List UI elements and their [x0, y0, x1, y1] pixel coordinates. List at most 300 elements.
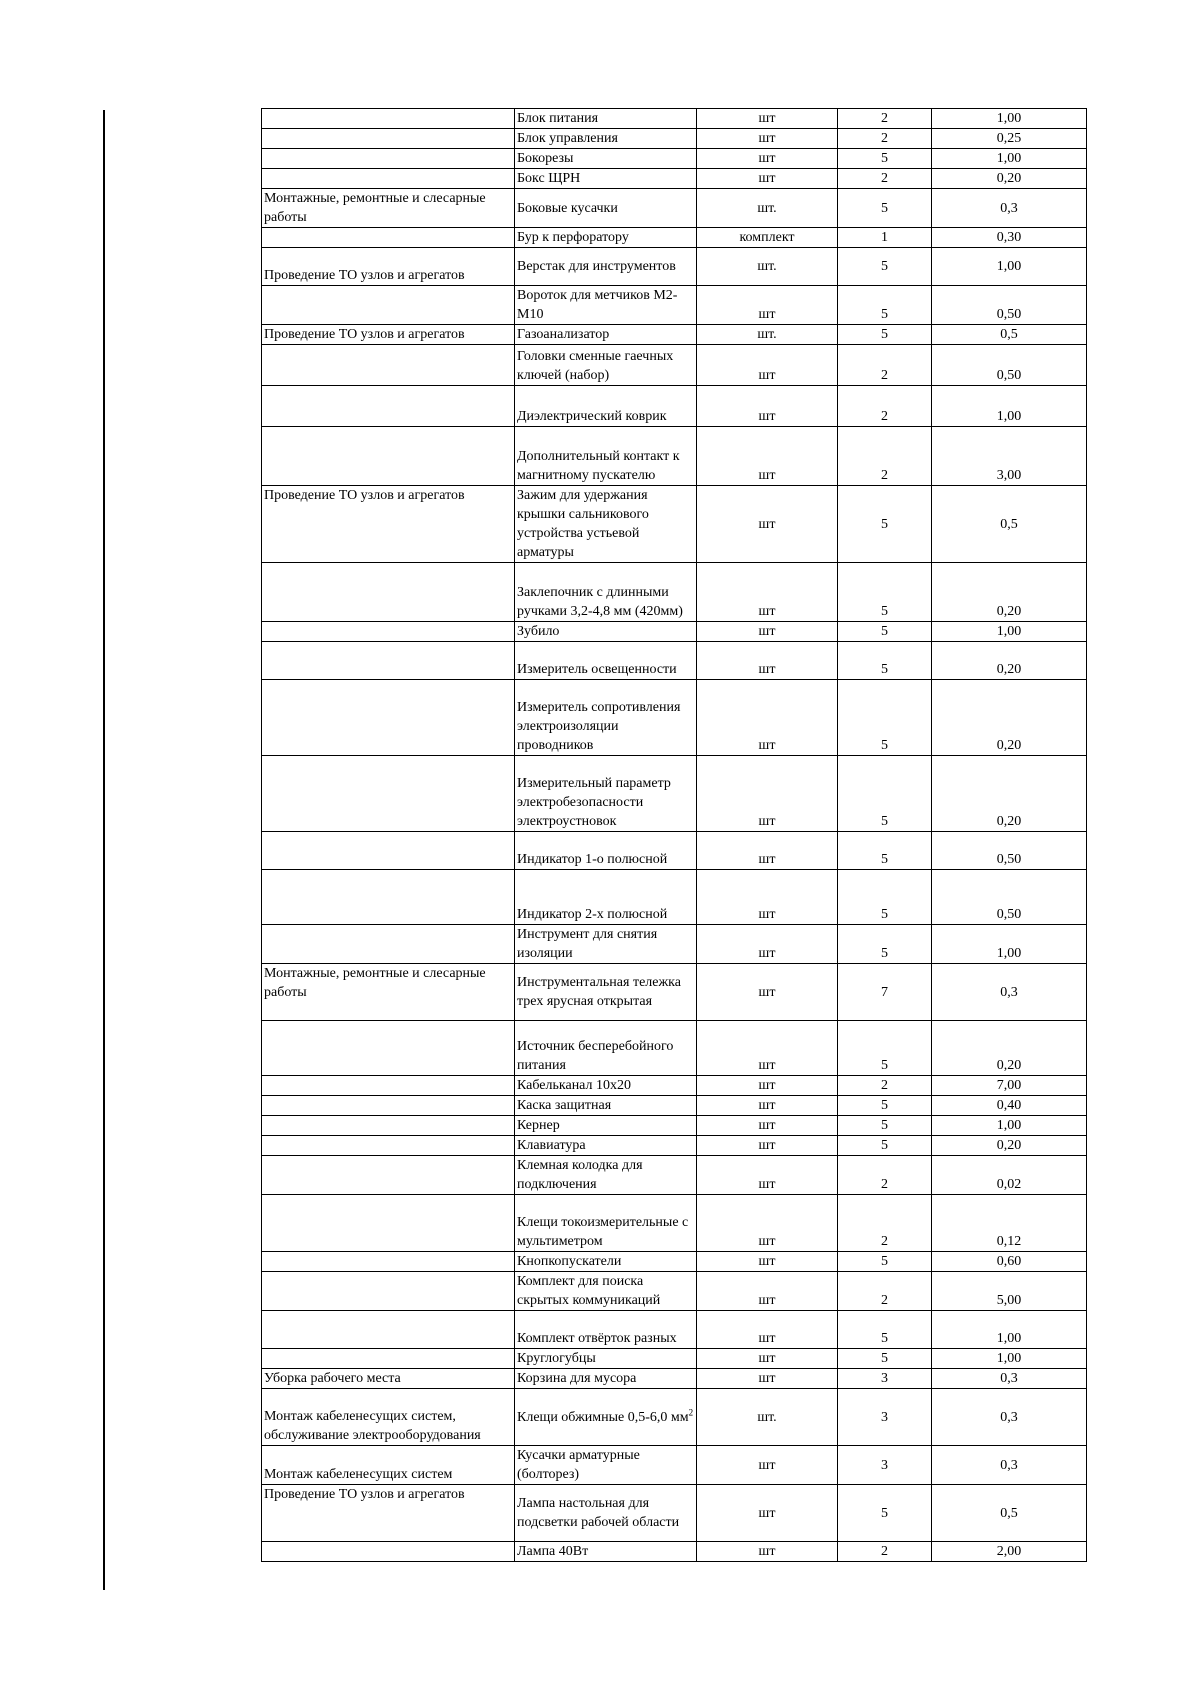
- item-name-text: Инструмент для снятия изоляции: [517, 927, 658, 961]
- norm-cell: [932, 1252, 1087, 1272]
- unit-text: шт: [758, 624, 776, 639]
- norm-text: 0,40: [996, 1098, 1022, 1113]
- norm-cell: [932, 870, 1087, 925]
- unit-text: шт: [758, 307, 776, 322]
- work-type-text: Проведение ТО узлов и агрегатов: [264, 327, 465, 342]
- work-type-cell: [262, 622, 515, 642]
- unit-cell: [697, 1096, 838, 1116]
- item-name-text: Бокорезы: [517, 151, 574, 166]
- norm-text: 7,00: [996, 1078, 1022, 1093]
- work-type-cell: [262, 1096, 515, 1116]
- norm-cell: [932, 1021, 1087, 1076]
- quantity-text: 5: [881, 1058, 888, 1073]
- item-name-cell: [515, 1369, 697, 1389]
- norm-text: 0,5: [1000, 516, 1018, 532]
- quantity-text: 5: [881, 1254, 888, 1269]
- unit-text: шт: [758, 907, 776, 922]
- quantity-text: 5: [881, 946, 888, 961]
- item-name-text: Клещи обжимные 0,5-6,0 мм: [517, 1409, 689, 1425]
- table-row: [262, 169, 1087, 189]
- unit-text: шт: [758, 111, 776, 126]
- unit-text: шт: [758, 1138, 776, 1153]
- norm-cell: [932, 286, 1087, 325]
- quantity-cell: [838, 1485, 932, 1542]
- norm-text: 0,20: [996, 1138, 1022, 1153]
- table-row: [262, 1485, 1087, 1542]
- unit-cell: [697, 325, 838, 345]
- item-name-cell: [515, 680, 697, 756]
- work-type-cell: [262, 427, 515, 486]
- norm-text: 0,20: [996, 662, 1022, 677]
- item-name-cell: [515, 1252, 697, 1272]
- quantity-text: 2: [881, 1177, 888, 1192]
- quantity-cell: [838, 680, 932, 756]
- unit-cell: [697, 680, 838, 756]
- unit-text: шт.: [757, 327, 777, 342]
- quantity-text: 5: [881, 307, 888, 322]
- table-row: [262, 1311, 1087, 1349]
- unit-cell: [697, 1311, 838, 1349]
- norm-cell: [932, 149, 1087, 169]
- item-name-cell: [515, 870, 697, 925]
- norm-text: 0,20: [996, 171, 1022, 186]
- unit-text: шт: [758, 1177, 776, 1192]
- table-row: [262, 1542, 1087, 1562]
- work-type-cell: [262, 248, 515, 286]
- unit-cell: [697, 169, 838, 189]
- item-name-text: Источник бесперебойного питания: [517, 1039, 674, 1073]
- item-name-cell: [515, 1389, 697, 1446]
- work-type-cell: [262, 345, 515, 386]
- unit-cell: [697, 248, 838, 286]
- item-name-text: Инструментальная тележка трех ярусная открытая: [517, 975, 681, 1009]
- work-type-cell: [262, 228, 515, 248]
- norm-cell: [932, 386, 1087, 427]
- unit-text: шт: [758, 1254, 776, 1269]
- item-name-cell: [515, 228, 697, 248]
- unit-text: шт: [758, 1098, 776, 1113]
- unit-text: шт: [758, 1118, 776, 1133]
- norm-text: 0,3: [1000, 1409, 1018, 1425]
- work-type-cell: [262, 325, 515, 345]
- unit-text: шт: [758, 1234, 776, 1249]
- quantity-text: 2: [881, 409, 888, 424]
- unit-text: шт.: [757, 1409, 777, 1425]
- unit-cell: [697, 1116, 838, 1136]
- work-type-cell: [262, 1349, 515, 1369]
- unit-cell: [697, 1389, 838, 1446]
- quantity-text: 5: [881, 1098, 888, 1113]
- item-name-cell: [515, 1116, 697, 1136]
- item-name-text: Комплект отвёрток разных: [517, 1331, 677, 1346]
- norm-cell: [932, 427, 1087, 486]
- unit-cell: [697, 832, 838, 870]
- work-type-cell: [262, 1369, 515, 1389]
- item-name-text: Блок питания: [517, 111, 599, 126]
- work-type-cell: [262, 1156, 515, 1195]
- table-row: [262, 386, 1087, 427]
- equipment-table-body: [262, 109, 1087, 1562]
- table-row: [262, 1252, 1087, 1272]
- work-type-cell: [262, 286, 515, 325]
- unit-cell: [697, 345, 838, 386]
- work-type-cell: [262, 563, 515, 622]
- item-name-text: Кусачки арматурные (болторез): [517, 1448, 640, 1482]
- norm-text: 0,20: [996, 1058, 1022, 1073]
- norm-text: 1,00: [996, 259, 1022, 274]
- work-type-text: Уборка рабочего места: [264, 1371, 401, 1386]
- table-row: [262, 1349, 1087, 1369]
- item-name-cell: [515, 622, 697, 642]
- item-name-cell: [515, 1272, 697, 1311]
- table-row: [262, 189, 1087, 228]
- table-row: [262, 642, 1087, 680]
- table-row: [262, 286, 1087, 325]
- quantity-text: 3: [881, 1371, 888, 1386]
- work-type-cell: [262, 925, 515, 964]
- unit-text: шт: [758, 1058, 776, 1073]
- item-name-cell: [515, 427, 697, 486]
- norm-cell: [932, 1349, 1087, 1369]
- unit-cell: [697, 129, 838, 149]
- item-name-cell: [515, 1096, 697, 1116]
- table-row: [262, 248, 1087, 286]
- norm-cell: [932, 1156, 1087, 1195]
- equipment-table: [261, 108, 1087, 1562]
- unit-cell: [697, 1542, 838, 1562]
- quantity-cell: [838, 1156, 932, 1195]
- norm-text: 0,50: [996, 368, 1022, 383]
- norm-cell: [932, 680, 1087, 756]
- work-type-cell: [262, 1485, 515, 1542]
- quantity-cell: [838, 756, 932, 832]
- quantity-text: 5: [881, 624, 888, 639]
- quantity-cell: [838, 286, 932, 325]
- table-row: [262, 1116, 1087, 1136]
- unit-cell: [697, 1252, 838, 1272]
- quantity-cell: [838, 964, 932, 1021]
- item-name-cell: [515, 345, 697, 386]
- work-type-text: Монтажные, ремонтные и слесарные работы: [264, 966, 486, 1000]
- table-row: [262, 1369, 1087, 1389]
- quantity-text: 5: [881, 738, 888, 753]
- quantity-cell: [838, 149, 932, 169]
- norm-cell: [932, 109, 1087, 129]
- unit-cell: [697, 1349, 838, 1369]
- unit-text: шт: [758, 1351, 776, 1366]
- item-name-text: Каска защитная: [517, 1098, 612, 1113]
- norm-cell: [932, 563, 1087, 622]
- unit-cell: [697, 622, 838, 642]
- item-name-cell: [515, 1021, 697, 1076]
- norm-text: 1,00: [996, 624, 1022, 639]
- unit-text: шт: [758, 1293, 776, 1308]
- work-type-cell: [262, 1272, 515, 1311]
- quantity-cell: [838, 386, 932, 427]
- unit-cell: [697, 1446, 838, 1485]
- table-row: [262, 925, 1087, 964]
- quantity-cell: [838, 642, 932, 680]
- norm-text: 0,5: [1000, 327, 1018, 342]
- quantity-cell: [838, 169, 932, 189]
- unit-text: шт: [758, 1371, 776, 1386]
- quantity-cell: [838, 109, 932, 129]
- item-name-cell: [515, 129, 697, 149]
- norm-cell: [932, 169, 1087, 189]
- item-name-text: Зубило: [517, 624, 560, 639]
- unit-text: шт: [758, 151, 776, 166]
- norm-cell: [932, 642, 1087, 680]
- quantity-cell: [838, 325, 932, 345]
- work-type-cell: [262, 1446, 515, 1485]
- quantity-text: 3: [881, 1409, 888, 1425]
- quantity-text: 5: [881, 1331, 888, 1346]
- table-row: [262, 325, 1087, 345]
- norm-text: 0,25: [996, 131, 1022, 146]
- unit-cell: [697, 1136, 838, 1156]
- unit-text: комплект: [739, 230, 795, 245]
- unit-text: шт: [758, 516, 776, 532]
- quantity-cell: [838, 189, 932, 228]
- item-name-text: Заклепочник с длинными ручками 3,2-4,8 мм (420мм): [517, 585, 683, 619]
- norm-cell: [932, 486, 1087, 563]
- unit-text: шт.: [757, 200, 777, 216]
- norm-cell: [932, 925, 1087, 964]
- item-name-cell: [515, 325, 697, 345]
- unit-text: шт: [758, 1544, 776, 1559]
- item-name-cell: [515, 189, 697, 228]
- item-name-text: Лампа 40Вт: [517, 1544, 589, 1559]
- unit-text: шт.: [757, 259, 777, 274]
- quantity-cell: [838, 622, 932, 642]
- unit-text: шт: [758, 368, 776, 383]
- work-type-cell: [262, 1195, 515, 1252]
- work-type-text: Монтажные, ремонтные и слесарные работы: [264, 191, 486, 225]
- unit-cell: [697, 925, 838, 964]
- norm-cell: [932, 1389, 1087, 1446]
- norm-text: 1,00: [996, 1351, 1022, 1366]
- quantity-text: 5: [881, 907, 888, 922]
- work-type-cell: [262, 1542, 515, 1562]
- item-name-cell: [515, 1311, 697, 1349]
- unit-cell: [697, 1485, 838, 1542]
- unit-text: шт: [758, 946, 776, 961]
- quantity-text: 2: [881, 368, 888, 383]
- unit-cell: [697, 1021, 838, 1076]
- norm-text: 1,00: [996, 111, 1022, 126]
- unit-text: шт: [758, 409, 776, 424]
- quantity-text: 2: [881, 1078, 888, 1093]
- margin-rule: [103, 110, 105, 1590]
- quantity-cell: [838, 870, 932, 925]
- norm-text: 0,3: [1000, 200, 1018, 216]
- norm-cell: [932, 248, 1087, 286]
- unit-cell: [697, 149, 838, 169]
- quantity-text: 3: [881, 1457, 888, 1473]
- item-name-text: Комплект для поиска скрытых коммуникаций: [517, 1274, 661, 1308]
- item-name-text: Измеритель освещенности: [517, 662, 677, 677]
- quantity-text: 2: [881, 1234, 888, 1249]
- quantity-cell: [838, 1116, 932, 1136]
- work-type-text: Проведение ТО узлов и агрегатов: [264, 268, 465, 283]
- item-name-text: Бур к перфоратору: [517, 230, 629, 245]
- quantity-text: 2: [881, 1544, 888, 1559]
- quantity-cell: [838, 1369, 932, 1389]
- quantity-cell: [838, 1389, 932, 1446]
- item-name-cell: [515, 109, 697, 129]
- item-name-cell: [515, 486, 697, 563]
- work-type-cell: [262, 1076, 515, 1096]
- work-type-cell: [262, 129, 515, 149]
- work-type-cell: [262, 1021, 515, 1076]
- norm-cell: [932, 228, 1087, 248]
- item-name-text: Головки сменные гаечных ключей (набор): [517, 349, 674, 383]
- work-type-cell: [262, 109, 515, 129]
- quantity-cell: [838, 1195, 932, 1252]
- item-name-text: Боковые кусачки: [517, 200, 618, 216]
- item-name-text: Газоанализатор: [517, 327, 610, 342]
- quantity-text: 2: [881, 468, 888, 483]
- quantity-cell: [838, 1446, 932, 1485]
- table-row: [262, 756, 1087, 832]
- item-name-text: Измерительный параметр электробезопасности электроустновок: [517, 776, 671, 829]
- norm-text: 0,12: [996, 1234, 1022, 1249]
- unit-text: шт: [758, 852, 776, 867]
- quantity-text: 5: [881, 662, 888, 677]
- table-row: [262, 149, 1087, 169]
- unit-text: шт: [758, 604, 776, 619]
- unit-cell: [697, 109, 838, 129]
- work-type-cell: [262, 386, 515, 427]
- unit-text: шт: [758, 131, 776, 146]
- quantity-cell: [838, 345, 932, 386]
- item-name-text: Индикатор 1-о полюсной: [517, 852, 668, 867]
- norm-cell: [932, 325, 1087, 345]
- item-name-cell: [515, 149, 697, 169]
- norm-text: 0,60: [996, 1254, 1022, 1269]
- table-row: [262, 964, 1087, 1021]
- item-name-text: Корзина для мусора: [517, 1371, 637, 1386]
- norm-cell: [932, 1116, 1087, 1136]
- item-name-text: Диэлектрический коврик: [517, 409, 667, 424]
- quantity-text: 5: [881, 1505, 888, 1521]
- norm-cell: [932, 1272, 1087, 1311]
- unit-text: шт: [758, 814, 776, 829]
- norm-cell: [932, 1542, 1087, 1562]
- quantity-text: 5: [881, 814, 888, 829]
- quantity-cell: [838, 427, 932, 486]
- table-row: [262, 832, 1087, 870]
- item-name-cell: [515, 1542, 697, 1562]
- item-name-text: Индикатор 2-х полюсной: [517, 907, 668, 922]
- unit-cell: [697, 964, 838, 1021]
- quantity-cell: [838, 248, 932, 286]
- item-name-text: Измеритель сопротивления электроизоляции проводников: [517, 700, 681, 753]
- norm-text: 0,3: [1000, 984, 1018, 1000]
- item-name-cell: [515, 1485, 697, 1542]
- norm-cell: [932, 345, 1087, 386]
- norm-cell: [932, 1136, 1087, 1156]
- item-name-cell: [515, 642, 697, 680]
- table-row: [262, 486, 1087, 563]
- norm-text: 0,20: [996, 814, 1022, 829]
- norm-text: 1,00: [996, 409, 1022, 424]
- norm-cell: [932, 1195, 1087, 1252]
- norm-text: 0,50: [996, 307, 1022, 322]
- norm-cell: [932, 832, 1087, 870]
- item-name-cell: [515, 1076, 697, 1096]
- work-type-cell: [262, 1252, 515, 1272]
- quantity-text: 5: [881, 259, 888, 274]
- quantity-cell: [838, 129, 932, 149]
- quantity-text: 5: [881, 200, 888, 216]
- item-name-cell: [515, 1136, 697, 1156]
- norm-text: 0,20: [996, 604, 1022, 619]
- item-name-text: Бокс ЩРН: [517, 171, 581, 186]
- norm-text: 0,3: [1000, 1457, 1018, 1473]
- quantity-cell: [838, 1252, 932, 1272]
- norm-text: 0,30: [996, 230, 1022, 245]
- work-type-cell: [262, 486, 515, 563]
- table-row: [262, 870, 1087, 925]
- item-name-text: Кернер: [517, 1118, 560, 1133]
- unit-cell: [697, 563, 838, 622]
- work-type-cell: [262, 1136, 515, 1156]
- norm-text: 5,00: [996, 1293, 1022, 1308]
- quantity-cell: [838, 1076, 932, 1096]
- norm-text: 1,00: [996, 151, 1022, 166]
- unit-cell: [697, 228, 838, 248]
- quantity-cell: [838, 486, 932, 563]
- work-type-text: Проведение ТО узлов и агрегатов: [264, 1487, 465, 1502]
- work-type-cell: [262, 642, 515, 680]
- norm-cell: [932, 756, 1087, 832]
- quantity-cell: [838, 1136, 932, 1156]
- norm-cell: [932, 1369, 1087, 1389]
- unit-text: шт: [758, 984, 776, 1000]
- work-type-cell: [262, 149, 515, 169]
- unit-text: шт: [758, 1331, 776, 1346]
- unit-text: шт: [758, 662, 776, 677]
- table-row: [262, 427, 1087, 486]
- norm-text: 3,00: [996, 468, 1022, 483]
- table-row: [262, 109, 1087, 129]
- item-name-cell: [515, 964, 697, 1021]
- item-name-cell: [515, 563, 697, 622]
- work-type-cell: [262, 680, 515, 756]
- unit-cell: [697, 870, 838, 925]
- superscript: 2: [688, 1406, 694, 1417]
- item-name-text: Блок управления: [517, 131, 618, 146]
- norm-text: 0,5: [1000, 1505, 1018, 1521]
- unit-cell: [697, 386, 838, 427]
- work-type-cell: [262, 756, 515, 832]
- quantity-cell: [838, 1021, 932, 1076]
- item-name-cell: [515, 286, 697, 325]
- table-row: [262, 1156, 1087, 1195]
- unit-cell: [697, 189, 838, 228]
- table-row: [262, 129, 1087, 149]
- quantity-cell: [838, 563, 932, 622]
- norm-cell: [932, 1096, 1087, 1116]
- item-name-cell: [515, 169, 697, 189]
- quantity-cell: [838, 228, 932, 248]
- work-type-cell: [262, 870, 515, 925]
- unit-text: шт: [758, 1457, 776, 1473]
- quantity-cell: [838, 925, 932, 964]
- item-name-cell: [515, 832, 697, 870]
- norm-text: 0,50: [996, 852, 1022, 867]
